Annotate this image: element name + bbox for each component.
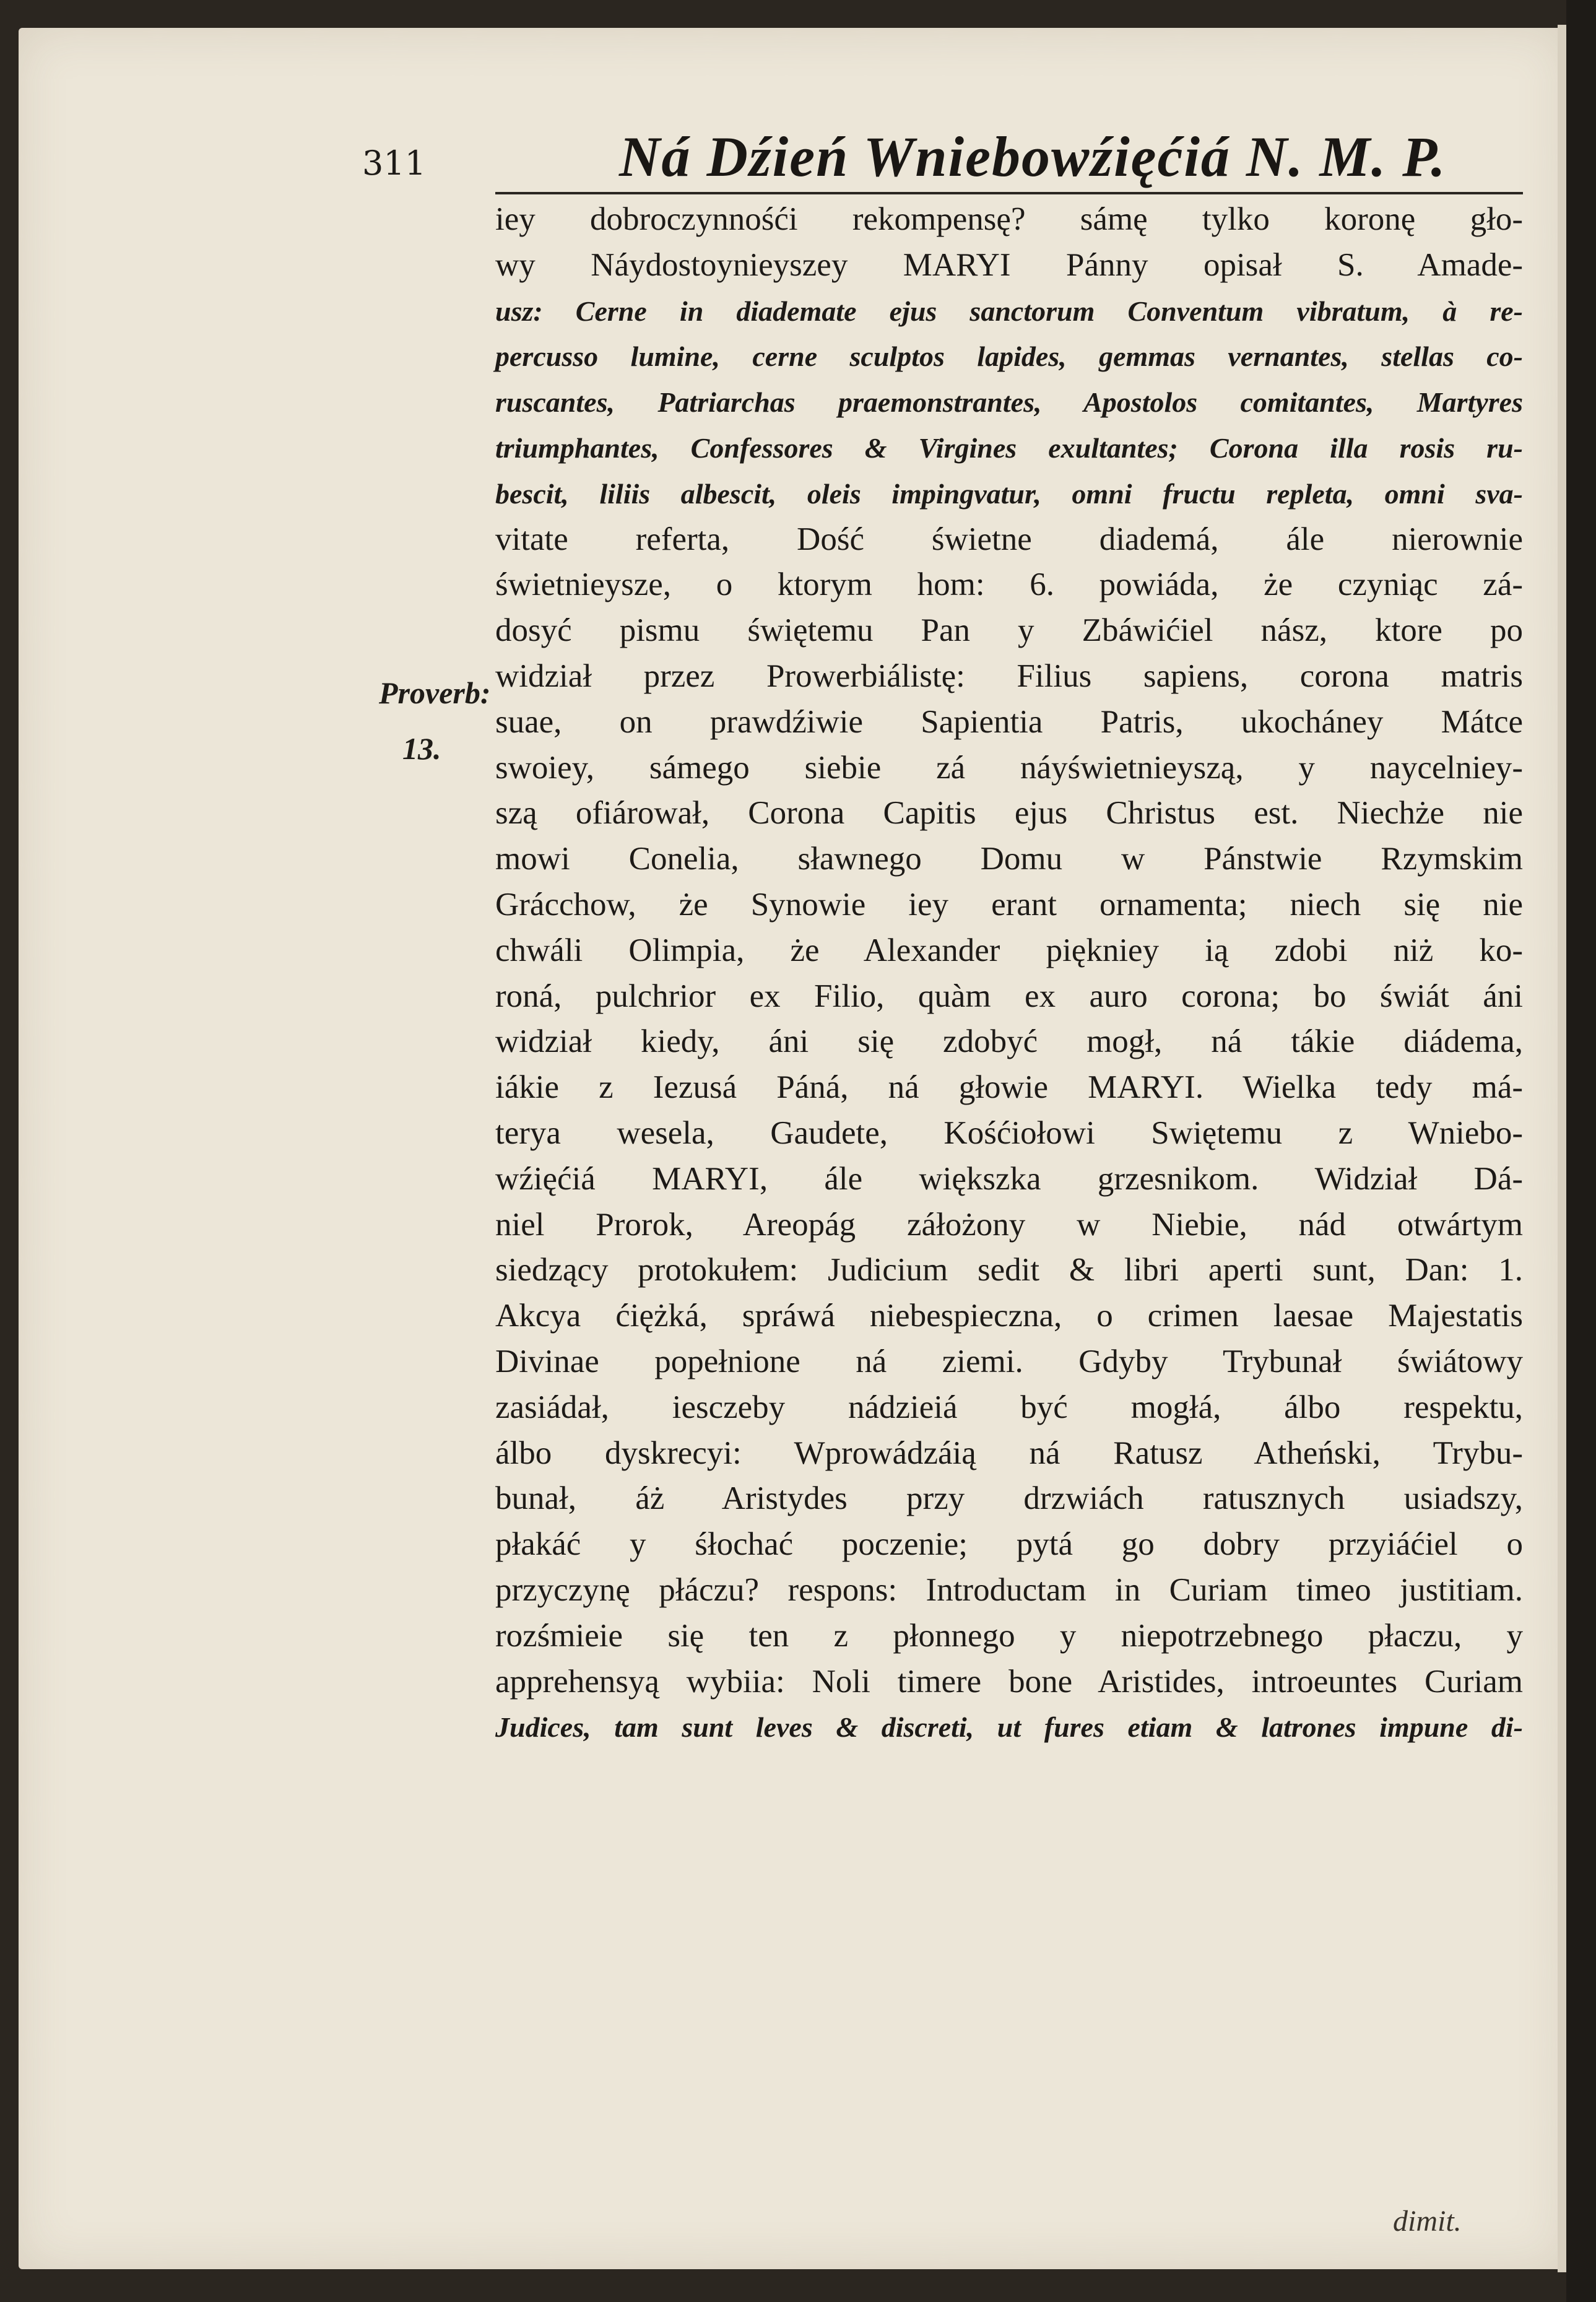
text-line: wźięćiá MARYI, ále większka grzesnikom. Widział Dá- [495,1160,1523,1197]
text-line: álbo dyskrecyi: Wprowádzáią ná Ratusz Atheński, Trybu- [495,1435,1523,1471]
text-line: przyczynę płáczu? respons: Introductam in Curiam timeo justitiam. [495,1571,1523,1608]
text-line: Akcya ćiężká, spráwá niebespieczna, o crimen laesae Majestatis [495,1298,1523,1334]
text-line: chwáli Olimpia, że Alexander piękniey ią zdobi niż ko- [495,932,1523,968]
text-line: mowi Conelia, sławnego Domu w Pánstwie Rzymskim [495,841,1523,877]
text-line: percusso lumine, cerne sculptos lapides, gemmas vernantes, stellas co- [495,341,1523,373]
text-line: niel Prorok, Areopág záłożony w Niebie, nád otwártym [495,1206,1523,1243]
scan-background-edge [1566,0,1596,2302]
last-word: dimit. [1393,2205,1462,2238]
text-line: świetnieysze, o ktorym hom: 6. powiáda, że czyniąc zá- [495,567,1523,603]
text-line: terya wesela, Gaudete, Kośćiołowi Swiętemu z Wniebo- [495,1114,1523,1151]
page-number: 311 [362,144,427,183]
text-line: dosyć pismu świętemu Pan y Zbáwićiel nász, ktore po [495,612,1523,649]
text-line: wy Náydostoynieyszey MARYI Pánny opisał S. Amade- [495,246,1523,283]
text-line: Divinae popełnione ná ziemi. Gdyby Trybunał świátowy [495,1343,1523,1379]
text-line: roná, pulchrior ex Filio, quàm ex auro corona; bo świát áni [495,978,1523,1014]
margin-note-chapter: 13. [402,731,441,766]
header-rule [495,192,1523,194]
next-page-edge [1558,25,1566,2272]
text-line: szą ofiárował, Corona Capitis ejus Christus est. Niechże nie [495,795,1523,832]
body-text [495,197,1523,1750]
text-line: iey dobroczynnośći rekompensę? sámę tylko koronę gło- [495,201,1523,237]
text-line: suae, on prawdźiwie Sapientia Patris, ukocháney Mátce [495,703,1523,740]
text-line: bunał, áż Aristydes przy drzwiách ratusznych usiadszy, [495,1480,1523,1517]
text-line: triumphantes, Confessores & Virgines exultantes; Corona illa rosis ru- [495,432,1523,464]
text-line: apprehensyą wybiia: Noli timere bone Aristides, introeuntes Curiam [495,1663,1523,1700]
text-line: rozśmieie się ten z płonnego y niepotrzebnego płaczu, y [495,1617,1523,1654]
text-line: widział przez Prowerbiálistę: Filius sapiens, corona matris [495,658,1523,694]
margin-note-proverb: Proverb: [379,675,491,710]
text-line: vitate referta, Dość świetne diademá, ále nierownie [495,521,1523,557]
text-line: iákie z Iezusá Páná, ná głowie MARYI. Wielka tedy má- [495,1069,1523,1106]
text-line: usz: Cerne in diademate ejus sanctorum Conventum vibratum, à re- [495,295,1523,327]
text-line: zasiádał, iesczeby nádzieiá być mogłá, álbo respektu, [495,1389,1523,1425]
text-line: płakáć y śłochać poczenie; pytá go dobry przyiáćiel o [495,1526,1523,1563]
text-line: swoiey, sámego siebie zá náyświetnieyszą, y naycelniey- [495,749,1523,786]
text-line: ruscantes, Patriarchas praemonstrantes, Apostolos comitantes, Martyres [495,386,1523,419]
text-line: Judices, tam sunt leves & discreti, ut fures etiam & latrones impune di- [495,1711,1523,1744]
text-line: widział kiedy, áni się zdobyć mogł, ná tákie diádema, [495,1023,1523,1060]
text-line: siedzący protokułem: Judicium sedit & libri aperti sunt, Dan: 1. [495,1252,1523,1288]
text-line: Grácchow, że Synowie iey erant ornamenta; niech się nie [495,886,1523,923]
text-line: bescit, liliis albescit, oleis impingvatur, omni fructu repleta, omni sva- [495,477,1523,510]
running-head: Ná Dźień Wniebowźięćiá N. M. P. [619,125,1447,188]
